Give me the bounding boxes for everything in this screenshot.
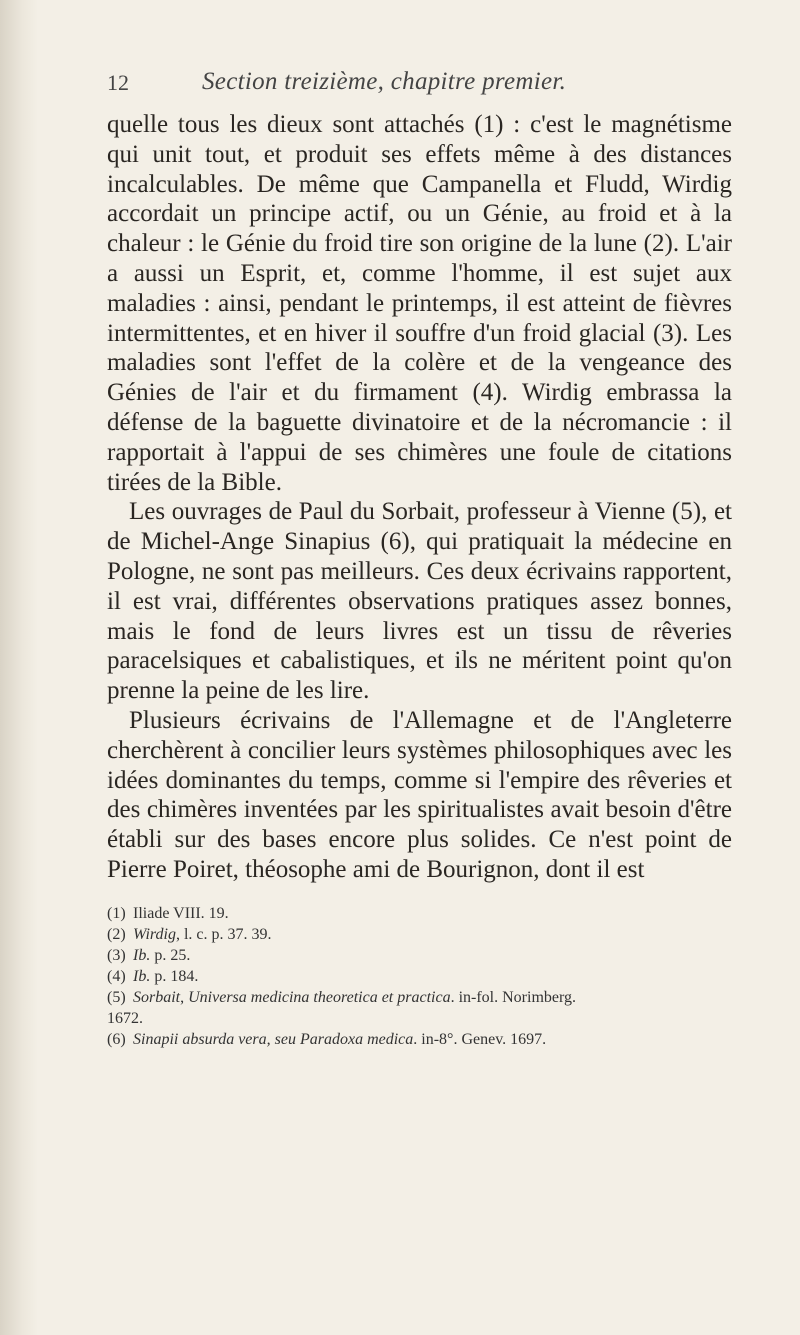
- footnote-text: , l. c. p. 37. 39.: [175, 925, 272, 943]
- footnote-number: (6): [107, 1030, 126, 1048]
- running-title: Section treizième, chapitre premier.: [202, 68, 567, 95]
- footnote-text: Iliade VIII. 19.: [133, 904, 229, 922]
- footnotes: [107, 903, 732, 1050]
- footnote: [107, 1029, 732, 1050]
- footnote: [107, 945, 732, 966]
- page-number: 12: [107, 70, 129, 95]
- paragraph: quelle tous les dieux sont attachés (1) : c'est le magnétisme qui unit tout, et produit ses effets même à des distances incalculables. De même que Campanella et Fludd, Wirdig accordait un principe actif, ou un Génie, au froid et à la chaleur : le Génie du froid tire son origine de la lune (2). L'air a aussi un Esprit, et, comme l'homme, il est sujet aux maladies : ainsi, pendant le printemps, il est atteint de fièvres intermittentes, et en hiver il souffre d'un froid glacial (3). Les maladies sont l'effet de la colère et de la vengeance des Génies de l'air et du firmament (4). Wirdig embrassa la défense de la baguette divinatoire et de la nécromancie : il rapportait à l'appui de ses chimères une foule de citations tirées de la Bible.: [107, 111, 732, 496]
- footnote-number: (2): [107, 925, 126, 943]
- footnote-title: Universa medicina theoretica et practica: [188, 988, 451, 1006]
- footnote-number: (4): [107, 967, 126, 985]
- footnote-number: (1): [107, 904, 126, 922]
- body-text: [107, 110, 732, 885]
- footnote-author: Wirdig: [133, 925, 176, 943]
- footnote-text: 1672.: [107, 1009, 143, 1027]
- footnote-number: (3): [107, 946, 126, 964]
- footnote-continuation: [107, 1008, 732, 1029]
- footnote-author: Sorbait: [133, 988, 181, 1006]
- footnote: [107, 924, 732, 945]
- footnote-author: Ib.: [133, 967, 151, 985]
- book-spine-shadow: [0, 0, 38, 1335]
- footnote-rest: . in-fol. Norimberg.: [450, 988, 577, 1006]
- footnote: [107, 903, 732, 924]
- footnote-rest: . in-8°. Genev. 1697.: [413, 1030, 547, 1048]
- footnote-text: ,: [180, 988, 189, 1006]
- footnote-number: (5): [107, 988, 126, 1006]
- footnote-author: Sinapii: [133, 1030, 179, 1048]
- footnote: [107, 987, 732, 1008]
- footnote-title: absurda vera, seu Paradoxa medica: [178, 1030, 414, 1048]
- footnote-text: p. 184.: [150, 967, 199, 985]
- book-page: [107, 70, 732, 1050]
- footnote: [107, 966, 732, 987]
- running-head: [107, 70, 732, 106]
- footnote-author: Ib.: [133, 946, 151, 964]
- paragraph: Plusieurs écrivains de l'Allemagne et de l'Angleterre cherchèrent à concilier leurs systèmes philosophiques avec les idées dominantes du temps, comme si l'empire des rêveries et des chimères inventées par les spiritualistes avait besoin d'être établi sur des bases encore plus solides. Ce n'est point de Pierre Poiret, théosophe ami de Bourignon, dont il est: [107, 706, 732, 883]
- footnote-text: p. 25.: [150, 946, 191, 964]
- paragraph: Les ouvrages de Paul du Sorbait, professeur à Vienne (5), et de Michel-Ange Sinapius (6), qui pratiquait la médecine en Pologne, ne sont pas meilleurs. Ces deux écrivains rapportent, il est vrai, différentes observations pratiques assez bonnes, mais le fond de leurs livres est un tissu de rêveries paracelsiques et cabalistiques, et ils ne méritent point qu'on prenne la peine de les lire.: [107, 498, 732, 705]
